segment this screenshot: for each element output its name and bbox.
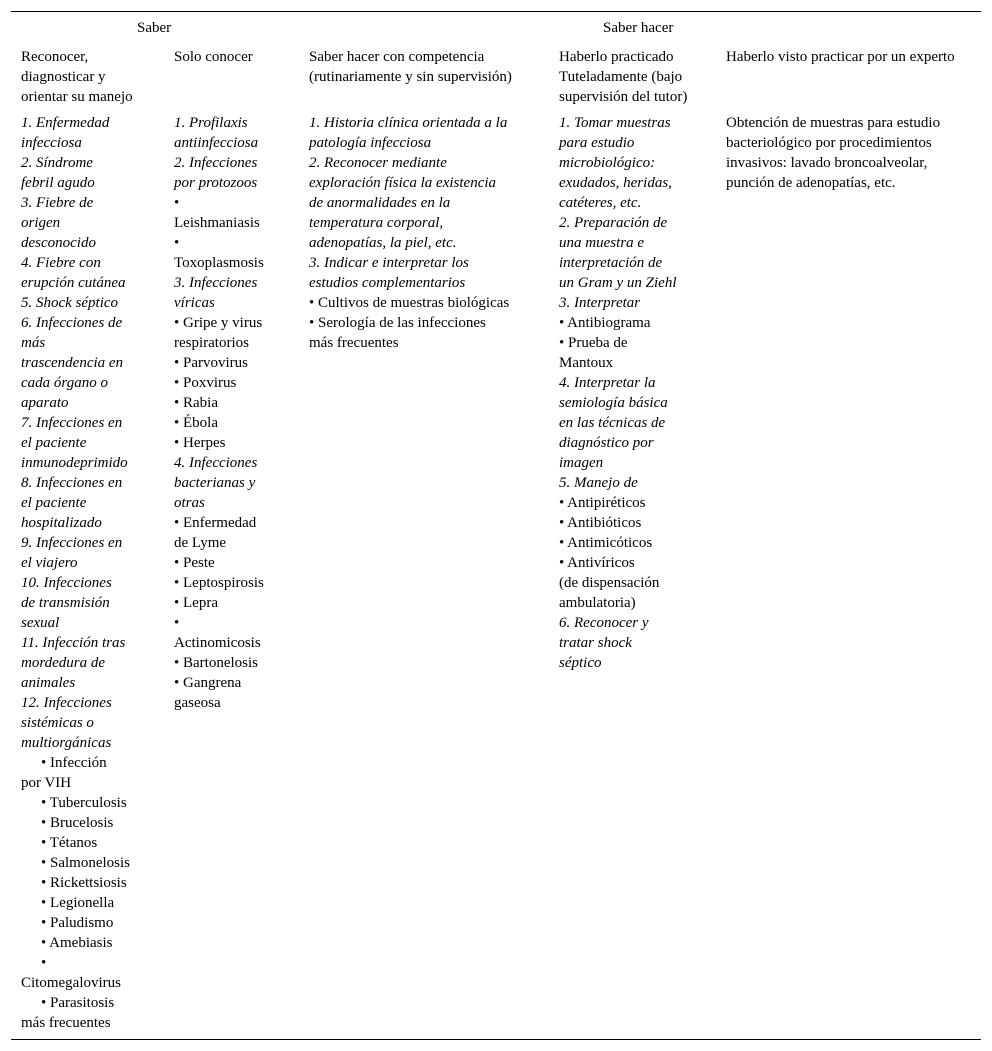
cell-line: séptico [559,655,602,671]
cell-line: sexual [21,615,60,631]
cell-line: 2. Infecciones [174,155,258,171]
cell-line: exudados, heridas, [559,175,672,191]
header-line: Haberlo practicado [559,49,674,65]
cell-line: febril agudo [21,175,95,191]
cell-line: 5. Manejo de [559,475,638,491]
column-header-reconocer [21,47,149,107]
cell-line: otras [174,495,205,511]
cell-line: origen [21,215,61,231]
cell-line: 2. Preparación de [559,215,668,231]
cell-line: • Tétanos [41,835,98,851]
cell-line: • Antibióticos [559,515,642,531]
cell-line: temperatura corporal, [309,215,444,231]
cell-line: • Paludismo [41,915,114,931]
cell-line: Mantoux [559,355,614,371]
cell-line: estudios complementarios [309,275,466,291]
cell-line: trascendencia en [21,355,124,371]
cell-line: cada órgano o [21,375,108,391]
group-header-saber: Saber [137,20,172,36]
cell-line: 6. Reconocer y [559,615,649,631]
cell-line: Citomegalovirus [21,975,121,991]
header-line: Saber hacer con competencia [309,49,485,65]
cell-line: imagen [559,455,604,471]
cell-line: 3. Infecciones [174,275,258,291]
column-body-reconocer [21,113,149,1033]
cell-line: hospitalizado [21,515,102,531]
cell-line: • Infección [41,755,107,771]
cell-line: Leishmaniasis [174,215,260,231]
cell-line: 1. Profilaxis [174,115,248,131]
header-line: Tuteladamente (bajo [559,69,683,85]
cell-line: exploración física la existencia [309,175,497,191]
cell-line: • Serología de las infecciones [309,315,486,331]
cell-line: • Amebiasis [41,935,113,951]
cell-line: sistémicas o [21,715,94,731]
cell-line: bacterianas y [174,475,256,491]
table-bottom-rule [11,1039,981,1040]
cell-line: • Leptospirosis [174,575,264,591]
cell-line: 3. Indicar e interpretar los [309,255,469,271]
cell-line: • Antimicóticos [559,535,653,551]
cell-line: 9. Infecciones en [21,535,123,551]
cell-line: • Enfermedad [174,515,257,531]
cell-line: en las técnicas de [559,415,666,431]
cell-line: • [174,235,180,251]
column-header-solo-conocer [174,47,296,67]
cell-line: bacteriológico por procedimientos [726,135,932,151]
cell-line: multiorgánicas [21,735,112,751]
cell-line: • Parasitosis [41,995,115,1011]
header-line: Reconocer, [21,49,89,65]
cell-line: • Bartonelosis [174,655,258,671]
cell-line: gaseosa [174,695,221,711]
cell-line: animales [21,675,76,691]
cell-line: • Lepra [174,595,218,611]
cell-line: • [41,955,47,971]
cell-line: un Gram y un Ziehl [559,275,677,291]
cell-line: aparato [21,395,69,411]
cell-line: • Tuberculosis [41,795,127,811]
cell-line: • Antibiograma [559,315,651,331]
header-line: supervisión del tutor) [559,89,688,105]
column-header-haberlo-visto [726,47,976,67]
cell-line: por VIH [21,775,72,791]
cell-line: 7. Infecciones en [21,415,123,431]
cell-line: mordedura de [21,655,106,671]
cell-line: • Brucelosis [41,815,114,831]
cell-line: • [174,615,180,631]
cell-line: ambulatoria) [559,595,636,611]
cell-line: • Prueba de [559,335,628,351]
cell-line: 6. Infecciones de [21,315,123,331]
cell-line: • Gripe y virus [174,315,263,331]
cell-line: • Ébola [174,415,218,431]
cell-line: adenopatías, la piel, etc. [309,235,457,251]
cell-line: 11. Infección tras [21,635,126,651]
cell-line: más frecuentes [21,1015,111,1031]
cell-line: antiinfecciosa [174,135,259,151]
cell-line: 12. Infecciones [21,695,112,711]
cell-line: de anormalidades en la [309,195,451,211]
cell-line: • [174,195,180,211]
cell-line: de Lyme [174,535,227,551]
cell-line: Actinomicosis [174,635,261,651]
cell-line: por protozoos [174,175,258,191]
cell-line: 1. Historia clínica orientada a la [309,115,508,131]
cell-line: el viajero [21,555,78,571]
cell-line: el paciente [21,435,87,451]
cell-line: erupción cutánea [21,275,126,291]
cell-line: semiología básica [559,395,668,411]
header-line: diagnosticar y [21,69,106,85]
column-header-haberlo-practicado [559,47,711,107]
cell-line: 4. Infecciones [174,455,258,471]
cell-line: 3. Interpretar [559,295,641,311]
cell-line: tratar shock [559,635,632,651]
cell-line: más frecuentes [309,335,399,351]
cell-line: 5. Shock séptico [21,295,119,311]
header-line: Haberlo visto practicar por un experto [726,49,955,65]
cell-line: invasivos: lavado broncoalveolar, [726,155,928,171]
cell-line: 10. Infecciones [21,575,112,591]
cell-line: desconocido [21,235,96,251]
cell-line: más [21,335,46,351]
cell-line: de transmisión [21,595,110,611]
cell-line: • Salmonelosis [41,855,131,871]
column-body-haberlo-visto [726,113,976,193]
cell-line: • Gangrena [174,675,242,691]
column-body-haberlo-practicado [559,113,711,673]
group-header-saber-hacer: Saber hacer [603,20,674,36]
cell-line: Toxoplasmosis [174,255,264,271]
column-header-saber-hacer-competencia [309,47,541,87]
column-body-solo-conocer [174,113,296,713]
cell-line: • Legionella [41,895,115,911]
cell-line: Obtención de muestras para estudio [726,115,941,131]
header-line: orientar su manejo [21,89,133,105]
cell-line: una muestra e [559,235,644,251]
cell-line: • Rabia [174,395,218,411]
cell-line: 1. Tomar muestras [559,115,671,131]
cell-line: patología infecciosa [309,135,432,151]
cell-line: el paciente [21,495,87,511]
cell-line: 8. Infecciones en [21,475,123,491]
cell-line: para estudio [559,135,635,151]
cell-line: • Parvovirus [174,355,248,371]
cell-line: diagnóstico por [559,435,654,451]
cell-line: interpretación de [559,255,663,271]
cell-line: • Poxvirus [174,375,237,391]
cell-line: • Rickettsiosis [41,875,127,891]
cell-line: víricas [174,295,215,311]
cell-line: inmunodeprimido [21,455,128,471]
cell-line: • Herpes [174,435,226,451]
cell-line: catéteres, etc. [559,195,642,211]
cell-line: 1. Enfermedad [21,115,110,131]
cell-line: 2. Reconocer mediante [309,155,447,171]
cell-line: • Antipiréticos [559,495,646,511]
cell-line: punción de adenopatías, etc. [726,175,896,191]
cell-line: 3. Fiebre de [21,195,94,211]
cell-line: (de dispensación [559,575,660,591]
header-line: (rutinariamente y sin supervisión) [309,69,512,85]
cell-line: • Antivíricos [559,555,635,571]
header-line: Solo conocer [174,49,253,65]
cell-line: 2. Síndrome [21,155,93,171]
cell-line: • Peste [174,555,215,571]
column-body-saber-hacer-competencia [309,113,541,353]
cell-line: • Cultivos de muestras biológicas [309,295,510,311]
cell-line: infecciosa [21,135,82,151]
table-top-rule [11,11,981,12]
cell-line: 4. Fiebre con [21,255,101,271]
cell-line: respiratorios [174,335,249,351]
cell-line: 4. Interpretar la [559,375,656,391]
cell-line: microbiológico: [559,155,656,171]
